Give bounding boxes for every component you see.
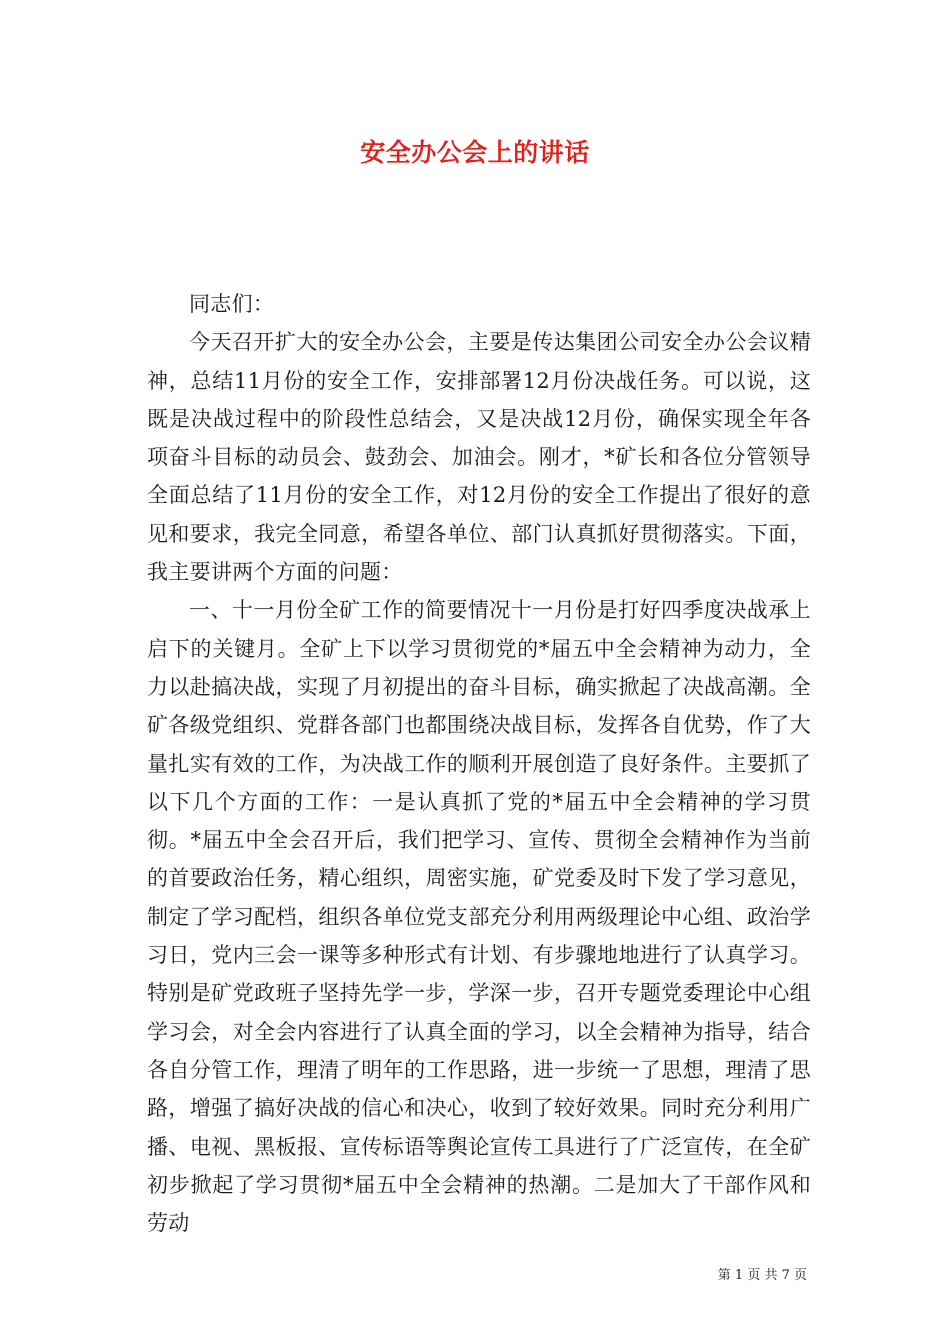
salutation-paragraph: 同志们：	[189, 292, 275, 316]
document-title: 安全办公会上的讲话	[360, 138, 590, 167]
page-number: 第 1 页 共 7 页	[717, 1268, 807, 1283]
intro-paragraph: 今天召开扩大的安全办公会，主要是传达集团公司安全办公会议精神，总结11月份的安全工作，安排部署12月份决战任务。可以说，这既是决战过程中的阶段性总结会，又是决战12月份，确保实现全年各项奋斗目标的动员会、鼓劲会、加油会。刚才，*矿长和各位分管领导全面总结了11月份的安全工作，对12月份的安全工作提出了很好的意见和要求，我完全同意，希望各单位、部门认真抓好贯彻落实。下面，我主要讲两个方面的问题：	[147, 330, 811, 585]
document-body	[147, 285, 811, 1242]
section-one-paragraph: 一、十一月份全矿工作的简要情况十一月份是打好四季度决战承上启下的关键月。全矿上下以学习贯彻党的*届五中全会精神为动力，全力以赴搞决战，实现了月初提出的奋斗目标，确实掀起了决战高潮。全矿各级党组织、党群各部门也都围绕决战目标，发挥各自优势，作了大量扎实有效的工作，为决战工作的顺利开展创造了良好条件。主要抓了以下几个方面的工作：一是认真抓了党的*届五中全会精神的学习贯彻。*届五中全会召开后，我们把学习、宣传、贯彻全会精神作为当前的首要政治任务，精心组织，周密实施，矿党委及时下发了学习意见，制定了学习配档，组织各单位党支部充分利用两级理论中心组、政治学习日，党内三会一课等多种形式有计划、有步骤地地进行了认真学习。特别是矿党政班子坚持先学一步，学深一步，召开专题党委理论中心组学习会，对全会内容进行了认真全面的学习，以全会精神为指导，结合各自分管工作，理清了明年的工作思路，进一步统一了思想，理清了思路，增强了搞好决战的信心和决心，收到了较好效果。同时充分利用广播、电视、黑板报、宣传标语等舆论宣传工具进行了广泛宣传，在全矿初步掀起了学习贯彻*届五中全会精神的热潮。二是加大了干部作风和劳动	[147, 598, 811, 1236]
